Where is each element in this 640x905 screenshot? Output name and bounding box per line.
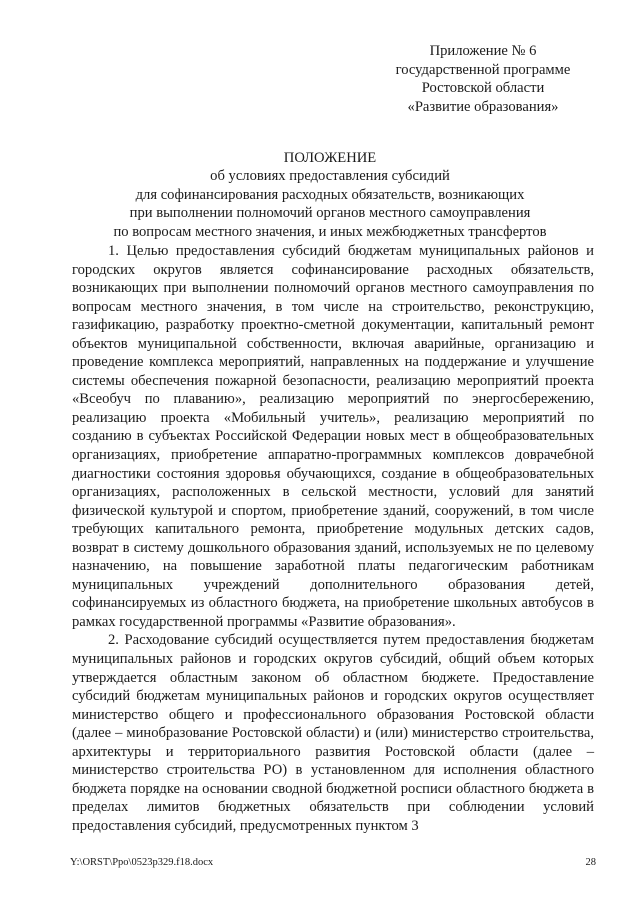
title-heading: ПОЛОЖЕНИЕ	[283, 150, 377, 166]
title-line-1: об условиях предоставления субсидий	[210, 168, 450, 185]
appendix-header	[368, 42, 598, 116]
title-line-2: для софинансирования расходных обязательств, возникающих	[135, 186, 525, 203]
appendix-line-4: «Развитие образования»	[407, 98, 559, 115]
document-title	[60, 149, 600, 241]
appendix-line-1: Приложение № 6	[429, 43, 537, 59]
footer-file-path: Y:\ORST\Ppo\0523p329.f18.docx	[70, 857, 214, 868]
appendix-line-3: Ростовской области	[421, 80, 545, 97]
appendix-line-2: государственной программе	[395, 61, 571, 78]
document-body	[72, 242, 594, 836]
footer-page-number: 28	[585, 857, 596, 868]
paragraph-2: 2. Расходование субсидий осуществляется путем предоставления бюджетам муниципальных районов и городских округов субсидий, общий объем которых утверждается областным законом об областном бюджете. Предоставление субсидий бюджетам муниципальных районов и городских округов осуществляет министерство общего и профессионального образования Ростовской области (далее – минобразование Ростовской области) и (или) министерство строительства, архитектуры и территориального развития Ростовской области (далее – министерство строительства РО) в установленном для исполнения областного бюджета порядке на основании сводной бюджетной росписи областного бюджета в пределах лимитов бюджетных обязательств при соблюдении условий предоставления субсидий, предусмотренных пунктом 3	[72, 632, 594, 834]
paragraph-1: 1. Целью предоставления субсидий бюджетам муниципальных районов и городских округов является софинансирование расходных обязательств, возникающих при выполнении полномочий органов местного самоуправления по вопросам местного значения, в том числе на строительство, реконструкцию, газификацию, разработку проектно-сметной документации, капитальный ремонт объектов муниципальной собственности, включая аварийные, организацию и проведение комплекса мероприятий, направленных на поддержание и улучшение системы обеспечения пожарной безопасности, реализацию мероприятий проекта «Всеобуч по плаванию», реализацию мероприятий по энергосбережению, реализацию проекта «Мобильный учитель», реализацию мероприятий по созданию в субъектах Российской Федерации новых мест в общеобразовательных организациях, приобретение аппаратно-программных комплексов доврачебной диагностики состояния здоровья обучающихся, создание в общеобразовательных организациях, расположенных в сельской местности, условий для занятий физической культурой и спортом, приобретение зданий, сооружений, в том числе требующих капитального ремонта, приобретение модульных детских садов, возврат в систему дошкольного образования зданий, используемых не по целевому назначению, на повышение заработной платы педагогическим работникам муниципальных учреждений дополнительного образования детей, софинансируемых из областного бюджета, на приобретение школьных автобусов в рамках государственной программы «Развитие образования».	[72, 243, 594, 630]
title-line-4: по вопросам местного значения, и иных межбюджетных трансфертов	[113, 223, 547, 240]
title-line-3: при выполнении полномочий органов местного самоуправления	[129, 205, 531, 222]
